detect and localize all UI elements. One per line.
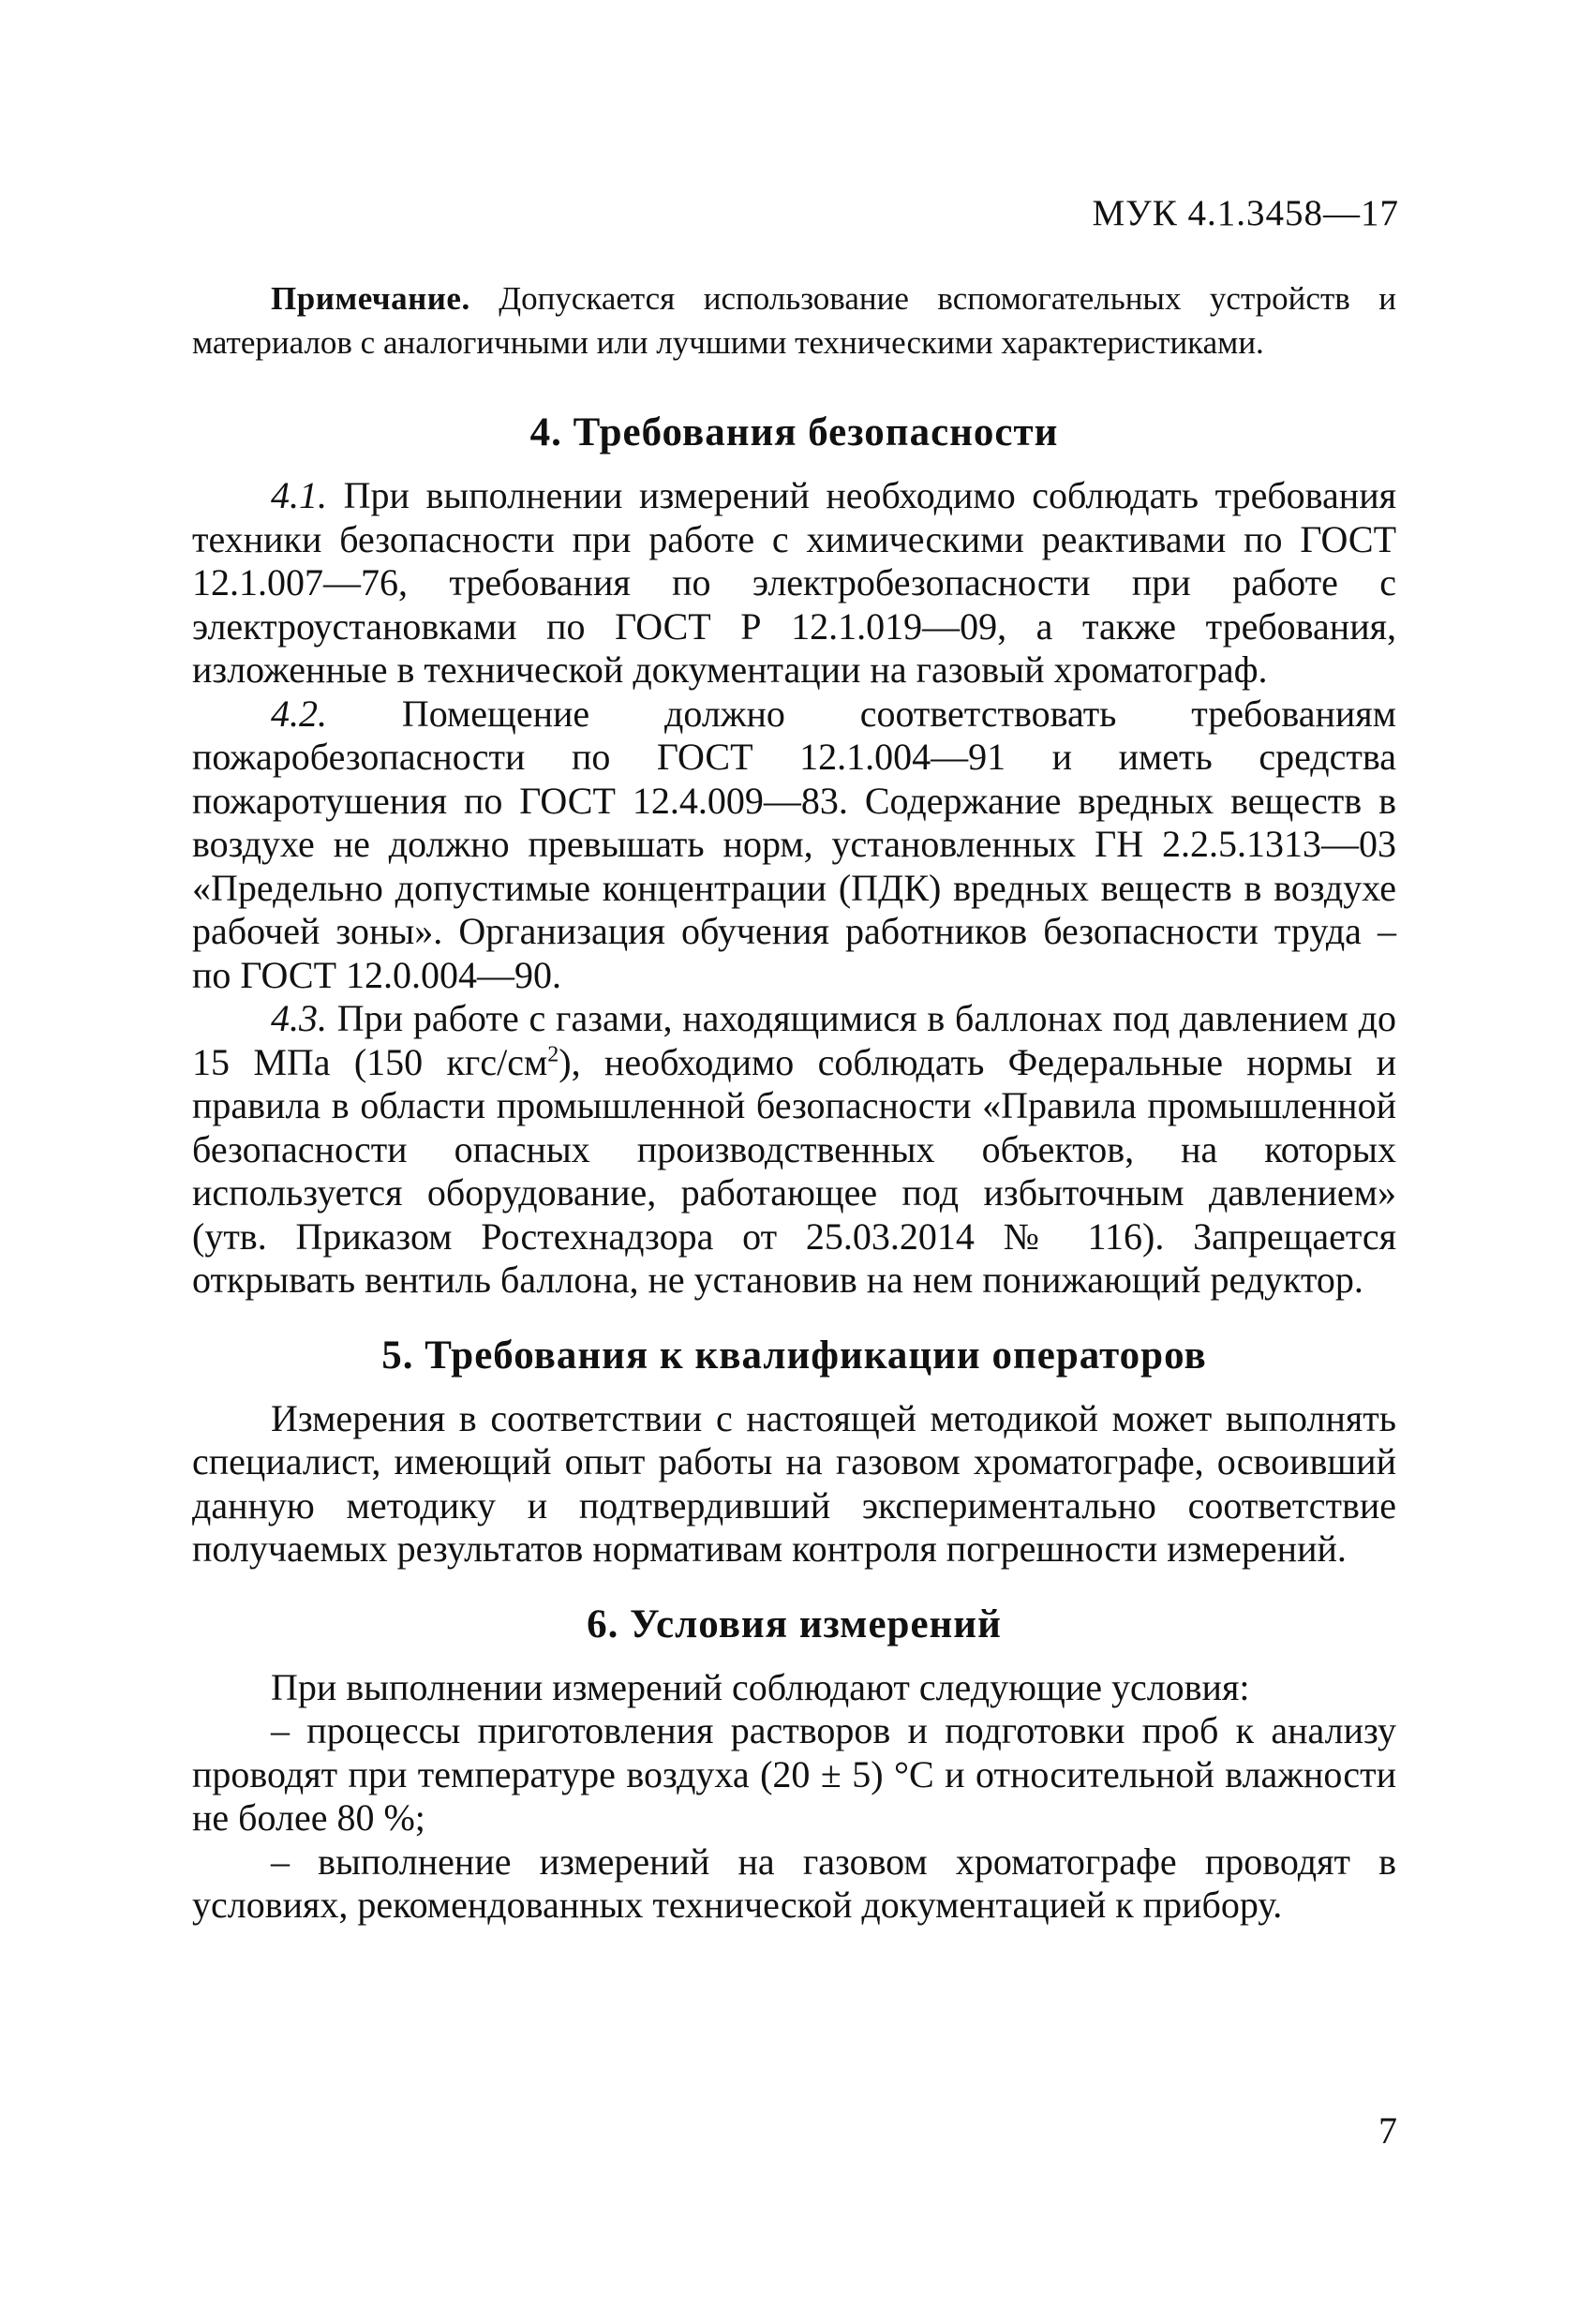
section-4-1-paragraph [192, 474, 1396, 693]
superscript-2: 2 [547, 1042, 559, 1067]
section-6-item-1: – процессы приготовления растворов и подготовки проб к анализу проводят при температуре воздуха (20 ± 5) °С и относительной влажности не более 80 %; [192, 1709, 1396, 1839]
section-6-intro: При выполнении измерений соблюдают следующие условия: [271, 1665, 1250, 1708]
section-6-title: 6. Условия измерений [587, 1601, 1002, 1646]
note-paragraph [192, 276, 1396, 365]
section-5-paragraph: Измерения в соответствии с настоящей методикой может выполнять специалист, имеющий опыт работы на газовом хроматографе, освоивший данную методику и подтвердивший экспериментально соответствие получаемых результатов нормативам контроля погрешности измерений. [192, 1396, 1396, 1570]
page-content [192, 276, 1396, 1928]
section-5-title: 5. Требования к квалификации операторов [381, 1333, 1207, 1378]
section-4-2-text: Помещение должно соответствовать требованиям пожаробезопасности по ГОСТ 12.1.004—91 и иметь средства пожаротушения по ГОСТ 12.4.009—83. Содержание вредных веществ в воздухе не должно превышать норм, установленных ГН 2.2.5.1313—03 «Предельно допустимые концентрации (ПДК) вредных веществ в воздухе рабочей зоны». Организация обучения работников безопасности труда – по ГОСТ 12.0.004—90. [192, 692, 1396, 996]
note-label: Примечание. [271, 280, 470, 317]
section-4-2-paragraph [192, 693, 1396, 998]
section-4-1-number: 4.1. [271, 474, 327, 516]
section-4-3-text-a: При работе с газами, находящимися в баллонах под давлением до 15 МПа (150 кгс/см [192, 997, 1396, 1083]
note-text: Допускается использование вспомогательных устройств и материалов с аналогичными или лучшими техническими характеристиками. [192, 280, 1396, 361]
section-4-title: 4. Требования безопасности [529, 410, 1059, 454]
section-4-3-number: 4.3. [271, 997, 327, 1039]
section-4-1-text: При выполнении измерений необходимо соблюдать требования техники безопасности при работе с химическими реактивами по ГОСТ 12.1.007—76, требования по электробезопасности при работе с электроустановками по ГОСТ Р 12.1.019—09, а также требования, изложенные в технической документации на газовый хроматограф. [192, 474, 1396, 691]
section-6-item-2: – выполнение измерений на газовом хроматографе проводят в условиях, рекомендованных технической документацией к прибору. [192, 1840, 1396, 1926]
page-number: 7 [1378, 2109, 1397, 2152]
section-4-2-number: 4.2. [271, 692, 327, 735]
section-4-3-paragraph [192, 997, 1396, 1303]
document-code: МУК 4.1.3458—17 [1092, 193, 1399, 233]
section-4-3-text-b: ), необходимо соблюдать Федеральные нормы и правила в области промышленной безопасности «Правила промышленной безопасности опасных производственных объектов, на которых используется оборудование, работающее под избыточным давлением» (утв. Приказом Ростехнадзора от 25.03.2014 № 116). Запрещается открывать вентиль баллона, не установив на нем понижающий редуктор. [192, 1040, 1396, 1301]
